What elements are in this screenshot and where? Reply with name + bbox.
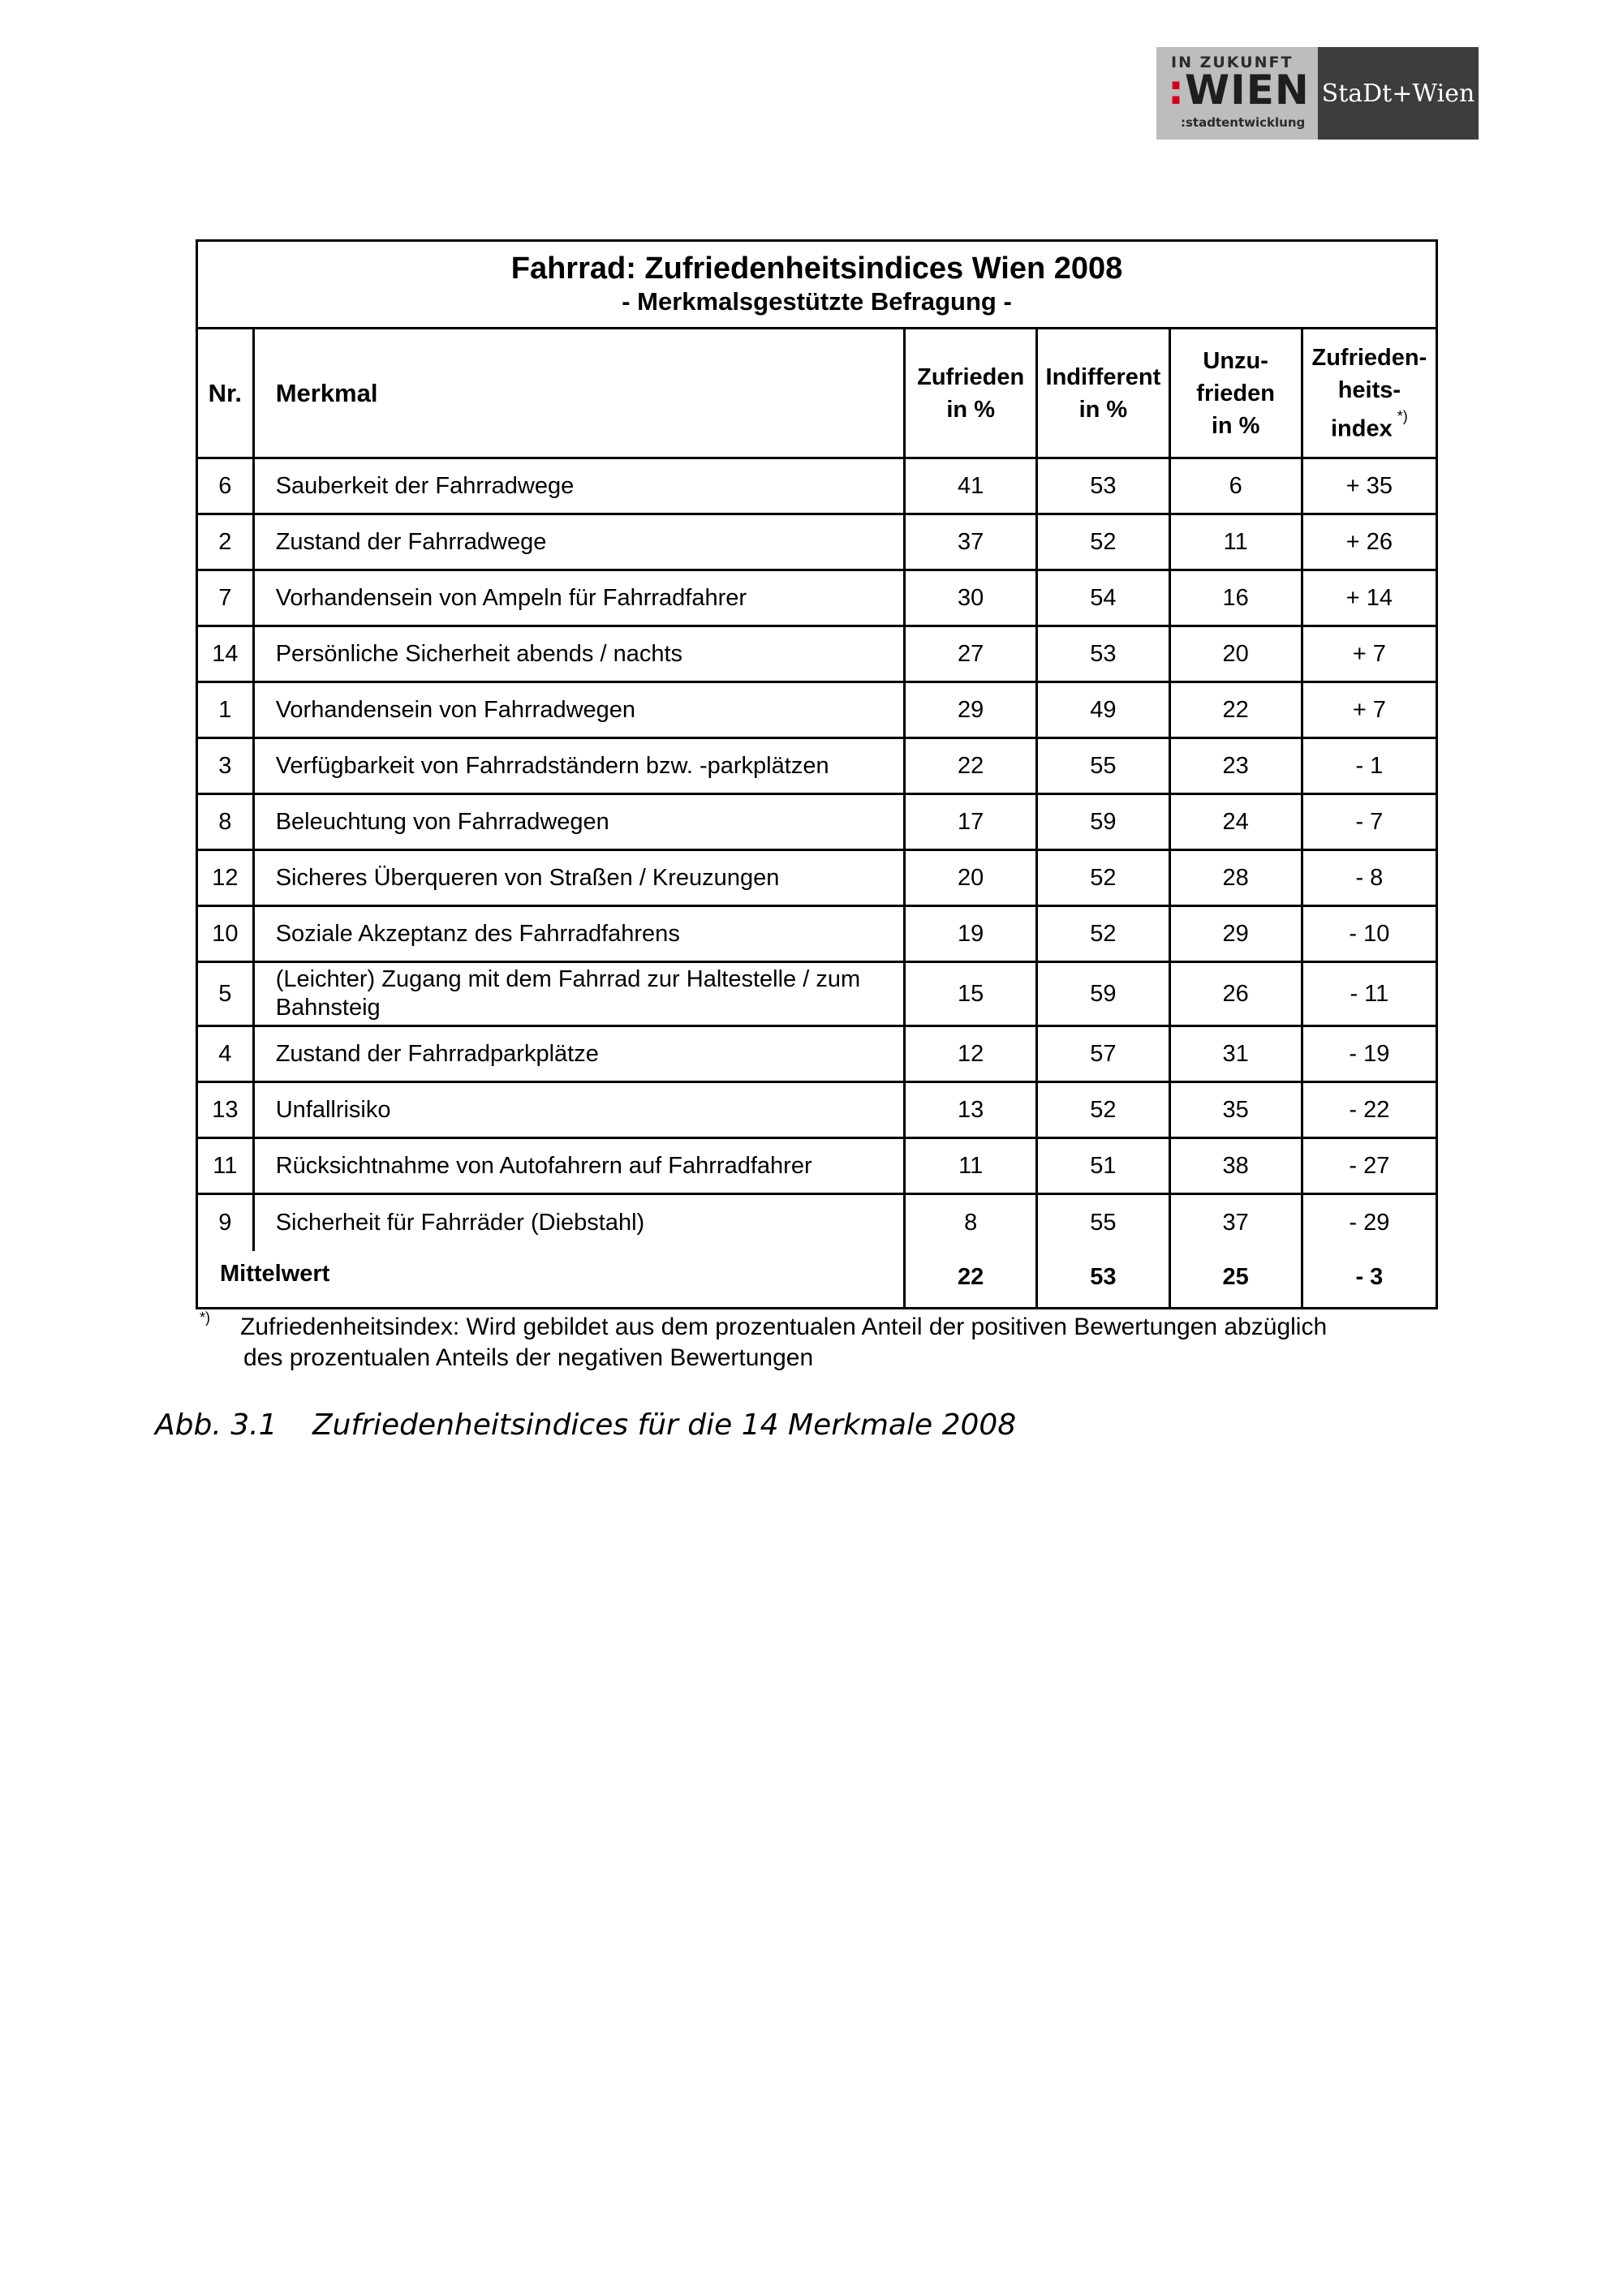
cell-zufrieden: 11 (906, 1139, 1038, 1193)
cell-index: + 7 (1352, 696, 1386, 723)
header-index: Zufrieden- heits- index *) (1311, 344, 1427, 442)
cell-indifferent: 52 (1038, 907, 1170, 961)
table-subtitle: - Merkmalsgestützte Befragung - (622, 287, 1012, 316)
cell-indifferent: 55 (1038, 1195, 1170, 1251)
cell-zufrieden: 12 (906, 1027, 1038, 1081)
table-title-block (198, 242, 1436, 329)
cell-merkmal: Soziale Akzeptanz des Fahrradfahrens (255, 907, 906, 961)
summary-row (198, 1251, 1436, 1307)
figure-caption (155, 1408, 1016, 1442)
cell-indifferent: 57 (1038, 1027, 1170, 1081)
cell-nr: 13 (198, 1083, 255, 1137)
in-zukunft-wien-logo (1156, 47, 1318, 140)
table-row (198, 907, 1436, 963)
cell-unzufrieden: 22 (1171, 683, 1303, 737)
cell-zufrieden: 22 (906, 739, 1038, 793)
cell-index: - 8 (1355, 864, 1384, 891)
cell-merkmal: Zustand der Fahrradwege (255, 515, 906, 569)
cell-unzufrieden: 31 (1171, 1027, 1303, 1081)
logo-right-text: StaDt+Wien (1321, 79, 1475, 108)
table-body (198, 459, 1436, 1251)
cell-nr: 1 (198, 683, 255, 737)
cell-nr: 12 (198, 851, 255, 905)
cell-merkmal: Sauberkeit der Fahrradwege (255, 459, 906, 513)
cell-merkmal: Zustand der Fahrradparkplätze (255, 1027, 906, 1081)
cell-merkmal: Vorhandensein von Ampeln für Fahrradfahrer (255, 571, 906, 625)
cell-index: - 27 (1349, 1152, 1390, 1179)
table-row (198, 571, 1436, 627)
summary-unzufrieden: 25 (1171, 1251, 1303, 1307)
cell-nr: 2 (198, 515, 255, 569)
cell-nr: 5 (198, 963, 255, 1025)
cell-unzufrieden: 38 (1171, 1139, 1303, 1193)
table-row (198, 851, 1436, 907)
cell-zufrieden: 30 (906, 571, 1038, 625)
cell-unzufrieden: 37 (1171, 1195, 1303, 1251)
satisfaction-table (196, 239, 1438, 1309)
cell-zufrieden: 15 (906, 963, 1038, 1025)
cell-index: - 10 (1349, 920, 1390, 947)
cell-nr: 10 (198, 907, 255, 961)
cell-merkmal: Vorhandensein von Fahrradwegen (255, 683, 906, 737)
cell-unzufrieden: 35 (1171, 1083, 1303, 1137)
table-row (198, 1139, 1436, 1195)
cell-index: + 7 (1352, 640, 1386, 667)
cell-merkmal: (Leichter) Zugang mit dem Fahrrad zur Haltestelle / zum Bahnsteig (255, 963, 906, 1025)
cell-unzufrieden: 20 (1171, 627, 1303, 681)
cell-indifferent: 49 (1038, 683, 1170, 737)
table-header-row (198, 329, 1436, 459)
stadt-wien-wordmark (1318, 47, 1479, 140)
cell-merkmal: Sicherheit für Fahrräder (Diebstahl) (255, 1195, 906, 1251)
header-zufrieden: Zufrieden in % (906, 329, 1038, 457)
cell-merkmal: Sicheres Überqueren von Straßen / Kreuzungen (255, 851, 906, 905)
cell-merkmal: Rücksichtnahme von Autofahrern auf Fahrradfahrer (255, 1139, 906, 1193)
cell-zufrieden: 37 (906, 515, 1038, 569)
table-row (198, 683, 1436, 739)
cell-unzufrieden: 24 (1171, 795, 1303, 849)
cell-zufrieden: 13 (906, 1083, 1038, 1137)
cell-indifferent: 53 (1038, 459, 1170, 513)
cell-index: - 11 (1350, 980, 1389, 1007)
cell-zufrieden: 19 (906, 907, 1038, 961)
stadt-wien-logo (1156, 47, 1479, 140)
cell-indifferent: 52 (1038, 851, 1170, 905)
cell-unzufrieden: 23 (1171, 739, 1303, 793)
header-indifferent: Indifferent in % (1038, 329, 1170, 457)
cell-unzufrieden: 28 (1171, 851, 1303, 905)
cell-nr: 3 (198, 739, 255, 793)
cell-merkmal: Verfügbarkeit von Fahrradständern bzw. -parkplätzen (255, 739, 906, 793)
table-row (198, 1195, 1436, 1251)
logo-main-text: :WIEN (1168, 67, 1310, 114)
cell-nr: 11 (198, 1139, 255, 1193)
cell-zufrieden: 8 (906, 1195, 1038, 1251)
summary-index: - 3 (1355, 1264, 1384, 1290)
logo-sub-text: :stadtentwicklung (1181, 115, 1306, 130)
summary-indifferent: 53 (1038, 1251, 1170, 1307)
header-unzufrieden: Unzu- frieden in % (1171, 329, 1303, 457)
cell-index: + 14 (1345, 584, 1393, 611)
caption-label: Abb. 3.1 (155, 1408, 278, 1442)
cell-nr: 6 (198, 459, 255, 513)
cell-index: + 35 (1345, 472, 1393, 499)
cell-index: - 7 (1355, 808, 1384, 835)
cell-zufrieden: 20 (906, 851, 1038, 905)
cell-unzufrieden: 16 (1171, 571, 1303, 625)
cell-unzufrieden: 11 (1171, 515, 1303, 569)
cell-nr: 7 (198, 571, 255, 625)
cell-indifferent: 59 (1038, 963, 1170, 1025)
cell-index: - 22 (1349, 1096, 1390, 1123)
cell-indifferent: 51 (1038, 1139, 1170, 1193)
table-row (198, 459, 1436, 515)
caption-text: Zufriedenheitsindices für die 14 Merkmale 2008 (312, 1408, 1017, 1442)
table-row (198, 963, 1436, 1027)
footnote-text (240, 1312, 1327, 1374)
header-nr: Nr. (198, 329, 255, 457)
table-row (198, 627, 1436, 683)
summary-label: Mittelwert (198, 1251, 906, 1307)
cell-nr: 9 (198, 1195, 255, 1251)
cell-indifferent: 52 (1038, 1083, 1170, 1137)
cell-merkmal: Unfallrisiko (255, 1083, 906, 1137)
logo-top-text: IN ZUKUNFT (1171, 54, 1294, 71)
cell-indifferent: 54 (1038, 571, 1170, 625)
cell-nr: 8 (198, 795, 255, 849)
table-row (198, 1027, 1436, 1083)
cell-unzufrieden: 6 (1171, 459, 1303, 513)
footnote-line: des prozentualen Anteils der negativen Bewertungen (243, 1344, 814, 1371)
table-row (198, 515, 1436, 571)
cell-unzufrieden: 29 (1171, 907, 1303, 961)
cell-indifferent: 52 (1038, 515, 1170, 569)
table-title: Fahrrad: Zufriedenheitsindices Wien 2008 (510, 252, 1123, 286)
cell-index: - 19 (1349, 1040, 1390, 1067)
cell-indifferent: 55 (1038, 739, 1170, 793)
cell-zufrieden: 29 (906, 683, 1038, 737)
header-merkmal: Merkmal (255, 329, 906, 457)
cell-zufrieden: 17 (906, 795, 1038, 849)
cell-merkmal: Persönliche Sicherheit abends / nachts (255, 627, 906, 681)
cell-merkmal: Beleuchtung von Fahrradwegen (255, 795, 906, 849)
footnote-mark: *) (200, 1309, 210, 1326)
cell-zufrieden: 41 (906, 459, 1038, 513)
summary-zufrieden: 22 (906, 1251, 1038, 1307)
header-index-footnote-mark: *) (1397, 407, 1408, 424)
cell-index: + 26 (1345, 528, 1393, 555)
cell-index: - 29 (1349, 1210, 1390, 1236)
table-row (198, 795, 1436, 851)
cell-zufrieden: 27 (906, 627, 1038, 681)
cell-index: - 1 (1355, 752, 1384, 779)
cell-nr: 4 (198, 1027, 255, 1081)
footnote-line: Zufriedenheitsindex: Wird gebildet aus dem prozentualen Anteil der positiven Bewertungen abzüglich (240, 1314, 1328, 1340)
cell-indifferent: 59 (1038, 795, 1170, 849)
table-row (198, 1083, 1436, 1139)
cell-nr: 14 (198, 627, 255, 681)
table-row (198, 739, 1436, 795)
cell-unzufrieden: 26 (1171, 963, 1303, 1025)
cell-indifferent: 53 (1038, 627, 1170, 681)
